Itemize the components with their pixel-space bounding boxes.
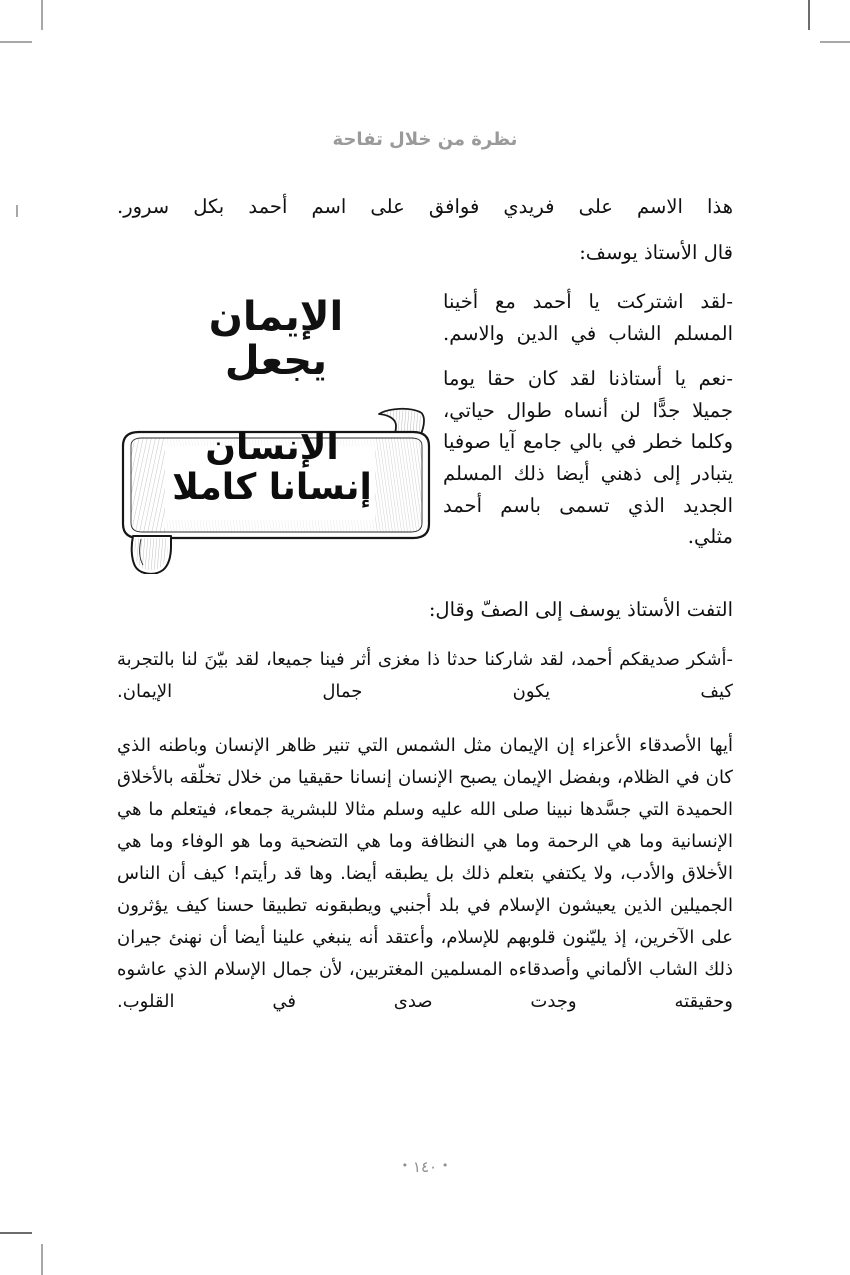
dialogue-column [435, 286, 733, 553]
illustration-ribbon-line-1: الإنسان [205, 427, 339, 469]
paragraph-turned-to-class: التفت الأستاذ يوسف إلى الصفّ وقال: [428, 598, 733, 622]
crop-mark-top-right-vertical [808, 0, 810, 30]
paragraph-dialogue-2: -نعم يا أستاذنا لقد كان حقا يوما جميلا جدًّا لن أنساه طوال حياتي، وكلما خطر في بالي جامع آيا صوفيا يتبادر إلى ذهني أيضا ذلك المسلم الجديد الذي تسمى باسم أحمد مثلي. [443, 367, 733, 549]
crop-mark-top-left-vertical [41, 0, 43, 30]
page-sheet [41, 41, 809, 1234]
folio-number: ١٤٠ [412, 1158, 438, 1176]
crop-mark-top-right-horizontal [820, 41, 850, 43]
crop-mark-top-left-horizontal [0, 41, 32, 43]
illustration-ribbon-banner [117, 288, 435, 574]
illustration-heading-line-1: الإيمان [208, 294, 344, 341]
paragraph-thanks: -أشكر صديقكم أحمد، لقد شاركنا حدثا ذا مغزى أثر فينا جميعا، لقد بيّنَ لنا بالتجربة كيف يكون جمال الإيمان. [117, 648, 733, 702]
illustration-heading [117, 288, 435, 385]
illustration-heading-line-2: يجعل [224, 338, 328, 385]
illustration-ribbon-line-2: إنسانا كاملا [172, 467, 372, 509]
paragraph-said-yusuf: قال الأستاذ يوسف: [579, 240, 733, 264]
paragraph-dialogue-1: -لقد اشتركت يا أحمد مع أخينا المسلم الشاب في الدين والاسم. [443, 290, 733, 345]
folio-dot-left: • [401, 1159, 409, 1172]
folio-dot-right: • [441, 1159, 449, 1172]
running-head: نظرة من خلال تفاحة [332, 129, 518, 150]
crop-mark-bottom-left-vertical [41, 1244, 43, 1275]
page-number [41, 1158, 809, 1176]
page-content [117, 191, 733, 1018]
paragraph-intro: هذا الاسم على فريدي فوافق على اسم أحمد بكل سرور. [117, 195, 733, 218]
crop-mark-left-edge-tick [16, 205, 18, 217]
ribbon-scroll-icon [117, 406, 435, 574]
crop-mark-bottom-left-horizontal [0, 1232, 32, 1234]
paragraph-speech: أيها الأصدقاء الأعزاء إن الإيمان مثل الشمس التي تنير ظاهر الإنسان وباطنه الذي كان في الظلام، وبفضل الإيمان يصبح الإنسان إنسانا حقيقيا من خلال تخلّقه بالأخلاق الحميدة التي جسَّدها نبينا صلى الله عليه وسلم مثالا للبشرية جمعاء، فيتعلم ما هي الإنسانية وما هي الرحمة وما هي النظافة وما هي التضحية وما هو الوفاء وما هي الأخلاق والأدب، ولا يكتفي بتعلم ذلك بل يطبقه أيضا. وها قد رأيتم! كيف أن الناس الجميلين الذين يعيشون الإسلام في بلد أجنبي ويطبقونه تطبيقا حسنا كيف يؤثرون على الآخرين، إذ يليّنون قلوبهم للإسلام، وأعتقد أنه ينبغي علينا أيضا أن نهنئ جيران ذلك الشاب الألماني وأصدقاءه المسلمين المغتربين، لأن جمال الإسلام الذي عاشوه وحقيقته وجدت صدى في القلوب. [117, 734, 733, 1013]
